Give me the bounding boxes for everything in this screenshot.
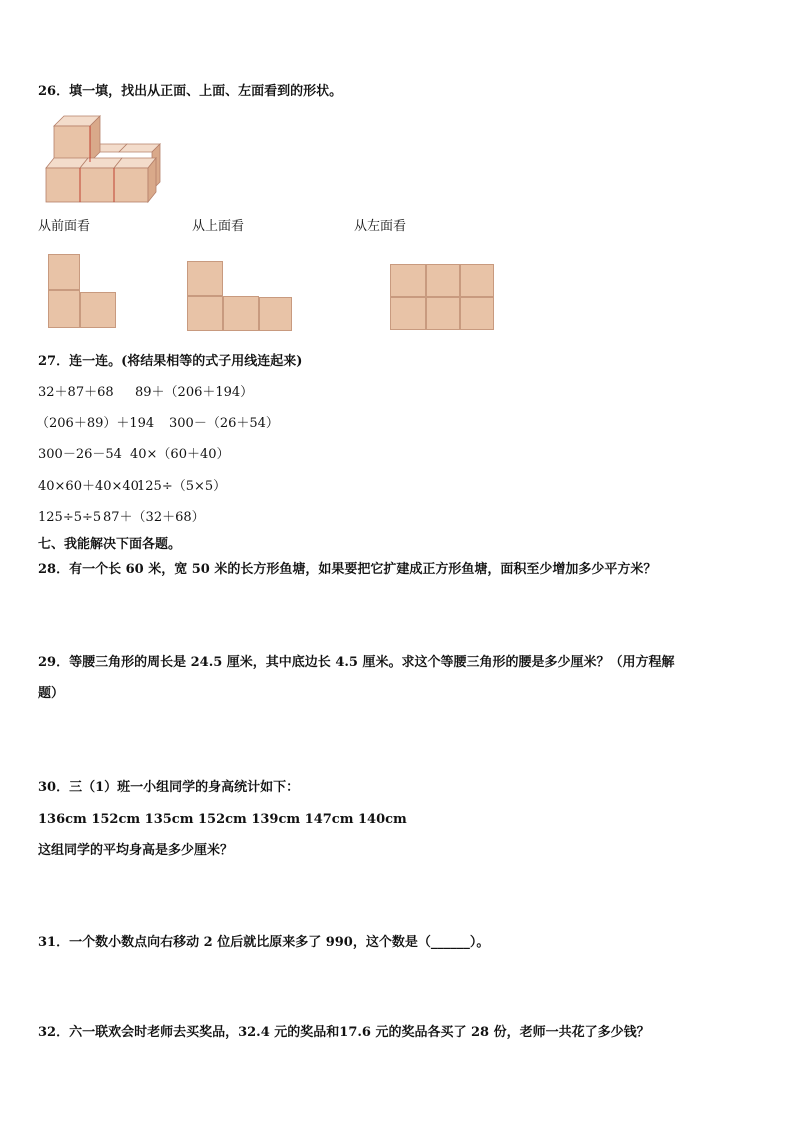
q27-left-expression: （206＋89）＋194 [36, 416, 155, 431]
section-heading: 七、我能解决下面各题。 [38, 537, 182, 552]
label-left-view: 从左面看 [354, 219, 407, 234]
q32-text: 32．六一联欢会时老师去买奖品，32.4 元的奖品和17.6 元的奖品各买了 28 份，老师一共花了多少钱？ [38, 1025, 650, 1040]
left-view-square [426, 264, 460, 297]
q29-text-line2: 题） [38, 686, 65, 701]
front-view-square [80, 292, 116, 328]
left-view-square [460, 264, 494, 297]
label-front-view: 从前面看 [38, 219, 91, 234]
q27-left-expression: 300－26－54 [38, 447, 122, 462]
q29-text-line1: 29．等腰三角形的周长是 24.5 厘米，其中底边长 4.5 厘米。求这个等腰三角形的腰是多少厘米？（用方程解 [38, 655, 675, 670]
q30-text: 30．三（1）班一小组同学的身高统计如下： [38, 780, 300, 795]
q27-right-expression: 40×（60＋40） [130, 447, 230, 462]
left-view-square [426, 297, 460, 330]
q30-heights: 136cm 152cm 135cm 152cm 139cm 147cm 140cm [38, 812, 407, 827]
q27-title: 27．连一连。(将结果相等的式子用线连起来) [38, 354, 303, 369]
q27-left-expression: 40×60＋40×40 [38, 479, 139, 494]
top-view-square [223, 296, 259, 331]
front-view-square [48, 290, 80, 328]
left-view-square [460, 297, 494, 330]
q27-right-expression: 87＋（32＋68） [103, 510, 205, 525]
front-view-square [48, 254, 80, 290]
q27-right-expression: 125÷（5×5） [137, 479, 227, 494]
label-top-view: 从上面看 [192, 219, 245, 234]
q31-text: 31．一个数小数点向右移动 2 位后就比原来多了 990，这个数是（______）。 [38, 935, 490, 950]
q27-left-expression: 125÷5÷5 [38, 510, 102, 525]
left-view-square [390, 297, 426, 330]
q30-question: 这组同学的平均身高是多少厘米？ [38, 843, 234, 858]
q27-right-expression: 89＋（206＋194） [135, 385, 254, 400]
q27-right-expression: 300－（26＋54） [169, 416, 279, 431]
q28-text: 28．有一个长 60 米，宽 50 米的长方形鱼塘，如果要把它扩建成正方形鱼塘，面积至少增加多少平方米？ [38, 562, 657, 577]
q27-left-expression: 32＋87＋68 [38, 385, 114, 400]
cube-figure [42, 112, 172, 204]
top-view-square [187, 261, 223, 296]
left-view-square [390, 264, 426, 297]
top-view-square [259, 297, 292, 331]
q26-title: 26．填一填，找出从正面、上面、左面看到的形状。 [38, 84, 343, 99]
top-view-square [187, 296, 223, 331]
